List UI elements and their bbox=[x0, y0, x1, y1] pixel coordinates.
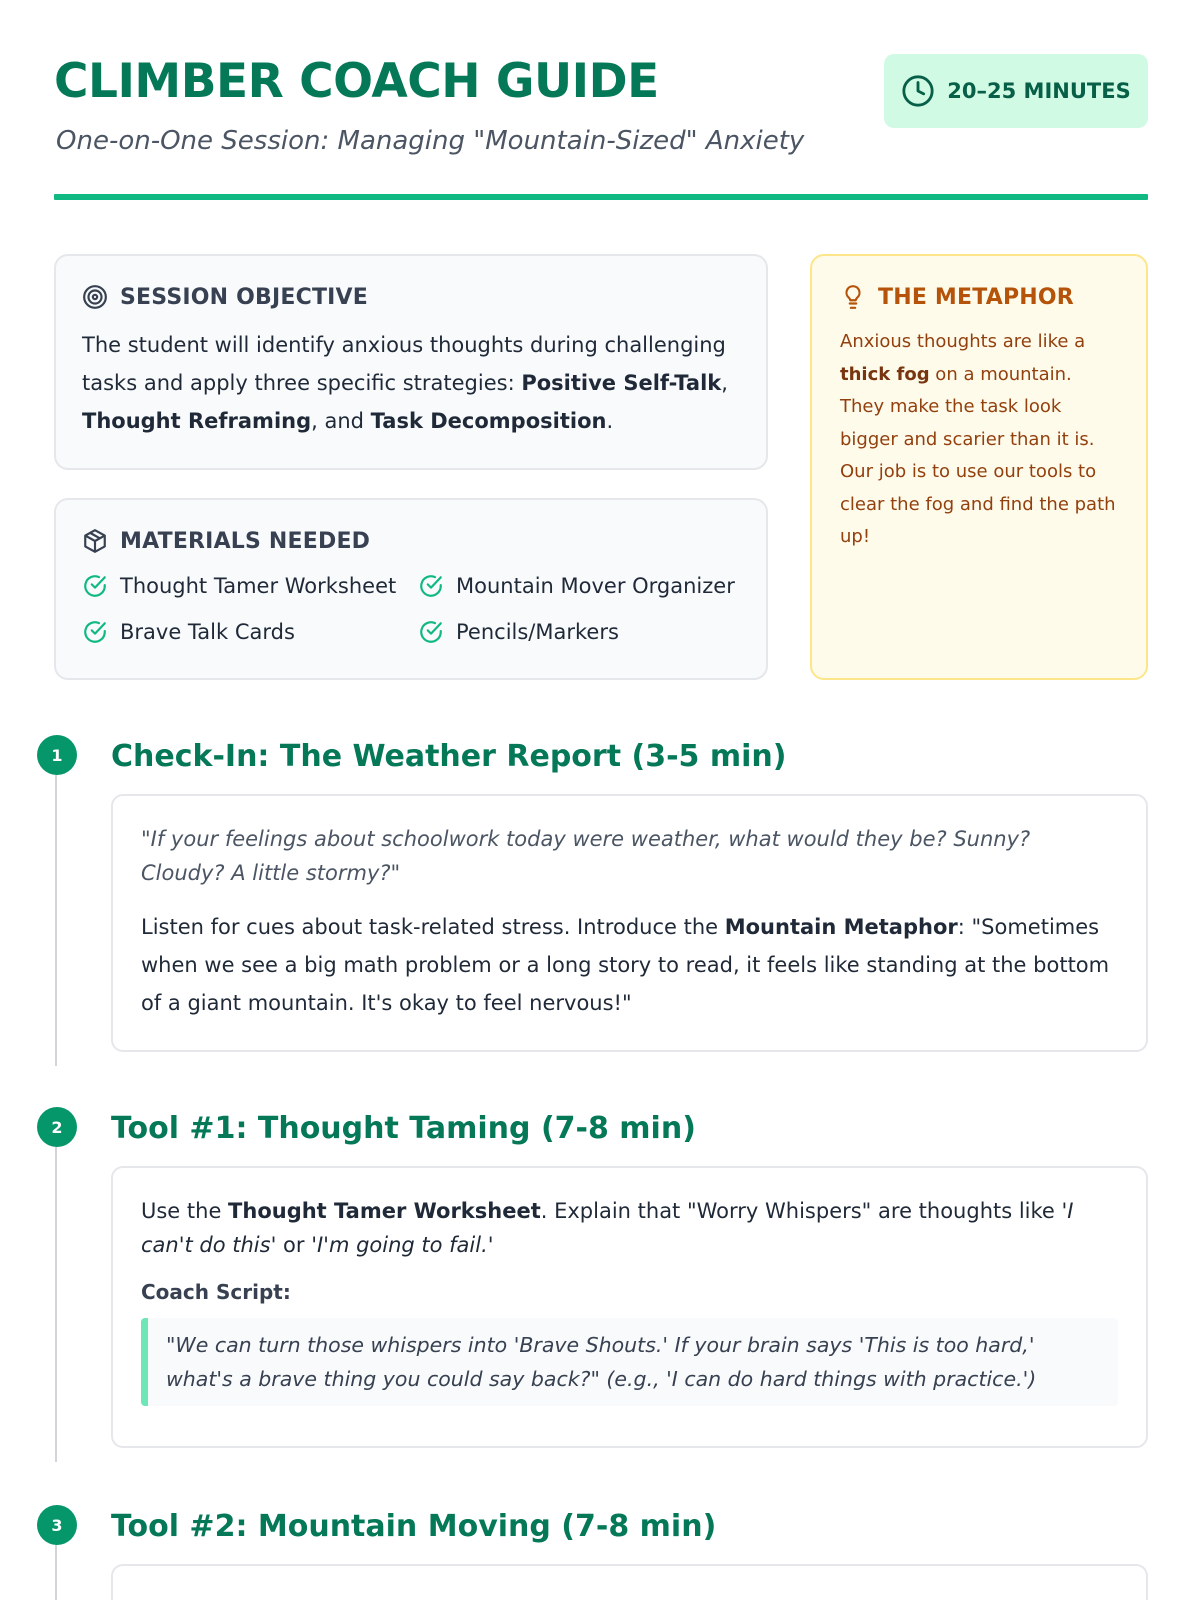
coach-script-quote: "We can turn those whispers into 'Brave Shouts.' If your brain says 'This is too hard,' what's a brave thing you could say back?" (e.g., 'I can do hard things with practice.') bbox=[141, 1318, 1118, 1406]
strategy-positive-self-talk: Positive Self-Talk bbox=[521, 371, 722, 395]
step-number-badge: 1 bbox=[37, 735, 77, 775]
objective-end: . bbox=[606, 409, 614, 433]
step-emphasis: Mountain Metaphor bbox=[724, 915, 958, 939]
objective-heading-row bbox=[82, 282, 740, 312]
material-label: Brave Talk Cards bbox=[120, 620, 295, 644]
metaphor-card bbox=[810, 254, 1148, 680]
strategy-task-decomposition: Task Decomposition bbox=[370, 409, 607, 433]
material-item bbox=[82, 572, 418, 600]
step-body bbox=[111, 1564, 1148, 1600]
check-circle-icon bbox=[82, 619, 108, 645]
objective-text bbox=[82, 326, 752, 440]
clock-icon bbox=[901, 74, 935, 108]
header-divider bbox=[54, 194, 1148, 200]
session-objective-card bbox=[54, 254, 768, 470]
step-title: Check-In: The Weather Report (3-5 min) bbox=[111, 739, 787, 774]
step-text: Listen for cues about task-related stress. Introduce the bbox=[141, 915, 725, 939]
step-title: Tool #2: Mountain Moving (7-8 min) bbox=[111, 1509, 717, 1544]
step-emphasis: Thought Tamer Worksheet bbox=[228, 1199, 541, 1223]
strategy-thought-reframing: Thought Reframing bbox=[82, 409, 312, 433]
step-paragraph bbox=[141, 908, 1118, 1022]
step-text: . Explain that "Worry Whispers" are thoughts like bbox=[540, 1199, 1062, 1223]
target-icon bbox=[82, 284, 108, 310]
coach-script-label: Coach Script: bbox=[141, 1280, 291, 1304]
step-connector bbox=[55, 1130, 57, 1462]
metaphor-highlight: thick fog bbox=[840, 363, 930, 385]
material-label: Thought Tamer Worksheet bbox=[120, 574, 397, 598]
step-paragraph bbox=[141, 1194, 1118, 1262]
step-connector bbox=[55, 758, 57, 1066]
objective-text-intro: The student will identify anxious thoughts during challenging tasks and apply three specific strategies: bbox=[82, 333, 726, 395]
material-item bbox=[418, 572, 748, 600]
materials-heading: MATERIALS NEEDED bbox=[120, 528, 371, 554]
material-item bbox=[418, 618, 748, 646]
objective-separator: , bbox=[721, 371, 728, 395]
metaphor-text-rest: on a mountain. They make the task look bigger and scarier than it is. Our job is to use our tools to clear the fog and find the path up! bbox=[840, 363, 1116, 547]
material-label: Pencils/Markers bbox=[456, 620, 619, 644]
check-circle-icon bbox=[418, 619, 444, 645]
metaphor-heading: THE METAPHOR bbox=[878, 284, 1074, 310]
step-text: Use the bbox=[141, 1199, 229, 1223]
header bbox=[54, 54, 1148, 202]
page-title: CLIMBER COACH GUIDE bbox=[54, 54, 659, 109]
step-number-badge: 3 bbox=[37, 1505, 77, 1545]
worry-whisper-example: 'I can't do this' bbox=[141, 1199, 1074, 1257]
package-icon bbox=[82, 528, 108, 554]
page-subtitle: One-on-One Session: Managing "Mountain-Sized" Anxiety bbox=[56, 126, 805, 156]
step-number-badge: 2 bbox=[37, 1107, 77, 1147]
materials-heading-row bbox=[82, 526, 740, 556]
materials-list bbox=[82, 572, 740, 646]
material-label: Mountain Mover Organizer bbox=[456, 574, 735, 598]
metaphor-heading-row bbox=[840, 282, 1118, 312]
materials-card bbox=[54, 498, 768, 680]
step-title: Tool #1: Thought Taming (7-8 min) bbox=[111, 1111, 696, 1146]
material-item bbox=[82, 618, 418, 646]
objective-heading: SESSION OBJECTIVE bbox=[120, 284, 369, 310]
metaphor-text-intro: Anxious thoughts are like a bbox=[840, 331, 1086, 352]
lightbulb-icon bbox=[840, 284, 866, 310]
metaphor-text bbox=[840, 326, 1118, 554]
step-body bbox=[111, 794, 1148, 1052]
duration-text: 20–25 MINUTES bbox=[947, 79, 1131, 103]
worry-whisper-example: 'I'm going to fail.' bbox=[311, 1233, 494, 1257]
check-circle-icon bbox=[82, 573, 108, 599]
objective-separator: , and bbox=[311, 409, 371, 433]
step-text: : "Sometimes when we see a big math problem or a long story to read, it feels like standing at the bottom of a giant mountain. It's okay to feel nervous!" bbox=[141, 915, 1110, 1015]
duration-badge bbox=[884, 54, 1148, 128]
step-quote: "If your feelings about schoolwork today were weather, what would they be? Sunny? Cloudy? A little stormy?" bbox=[141, 827, 1031, 885]
check-circle-icon bbox=[418, 573, 444, 599]
step-text: or bbox=[276, 1233, 312, 1257]
step-body bbox=[111, 1166, 1148, 1448]
